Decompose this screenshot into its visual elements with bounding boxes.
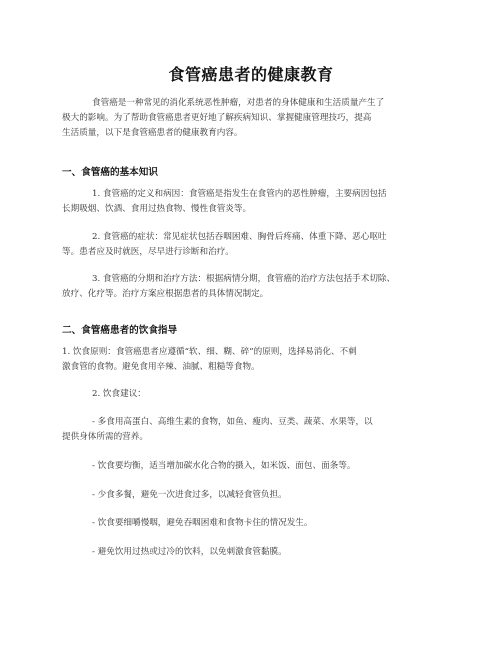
intro-line: 极大的影响。为了帮助食管癌患者更好地了解疾病知识、掌握健康管理技巧，提高: [62, 113, 372, 123]
section-2-paragraph-2: [62, 387, 442, 402]
section-1-paragraph-2: [62, 230, 442, 260]
bullet-line: - 多食用高蛋白、高维生素的食物，如鱼、瘦肉、豆类、蔬菜、水果等，以: [92, 417, 373, 427]
section-1-paragraph-3: [62, 272, 442, 302]
paragraph-line: 等。患者应及时就医，尽早进行诊断和治疗。: [62, 247, 234, 257]
paragraph-line: 激食管的食物。避免食用辛辣、油腻、粗糙等食物。: [62, 362, 260, 372]
bullet-line: - 少食多餐，避免一次进食过多，以减轻食管负担。: [92, 490, 287, 500]
section-2-paragraph-1: [62, 345, 442, 375]
paragraph-line: 放疗、化疗等。治疗方案应根据患者的具体情况制定。: [62, 289, 269, 299]
bullet-line: - 饮食要均衡，适当增加碳水化合物的摄入，如米饭、面包、面条等。: [92, 461, 356, 471]
bullet-line: - 避免饮用过热或过冷的饮料，以免刺激食管黏膜。: [92, 547, 287, 557]
section-1-paragraph-1: [62, 187, 442, 217]
section-heading: 一、食管癌的基本知识: [62, 167, 158, 178]
section-2-bullet-1: [62, 415, 442, 445]
intro-line: 食管癌是一种常见的消化系统恶性肿瘤，对患者的身体健康和生活质量产生了: [92, 98, 385, 108]
paragraph-line: 1. 食管癌的定义和病因：食管癌是指发生在食管内的恶性肿瘤，主要病因包括: [92, 189, 387, 199]
intro-paragraph: [62, 96, 442, 141]
section-heading: 二、食管癌患者的饮食指导: [62, 325, 178, 336]
section-2-bullet-4: [62, 516, 442, 531]
section-2-bullet-2: [62, 459, 442, 474]
section-2-bullet-5: [62, 545, 442, 560]
paragraph-line: 长期吸烟、饮酒、食用过热食物、慢性食管炎等。: [62, 204, 252, 214]
paragraph-line: 3. 食管癌的分期和治疗方法：根据病情分期，食管癌的治疗方法包括手术切除、: [92, 274, 396, 284]
paragraph-line: 1. 饮食原则：食管癌患者应遵循“软、细、糊、碎”的原则，选择易消化、不刺: [62, 347, 357, 357]
intro-line: 生活质量，以下是食管癌患者的健康教育内容。: [62, 128, 243, 138]
bullet-line: - 饮食要细嚼慢咽，避免吞咽困难和食物卡住的情况发生。: [92, 518, 313, 528]
section-2-bullet-3: [62, 488, 442, 503]
page-title: 食管癌患者的健康教育: [168, 65, 334, 84]
paragraph-line: 2. 食管癌的症状：常见症状包括吞咽困难、胸骨后疼痛、体重下降、恶心呕吐: [92, 232, 387, 242]
bullet-line: 提供身体所需的营养。: [62, 432, 148, 442]
paragraph-line: 2. 饮食建议：: [92, 389, 146, 399]
